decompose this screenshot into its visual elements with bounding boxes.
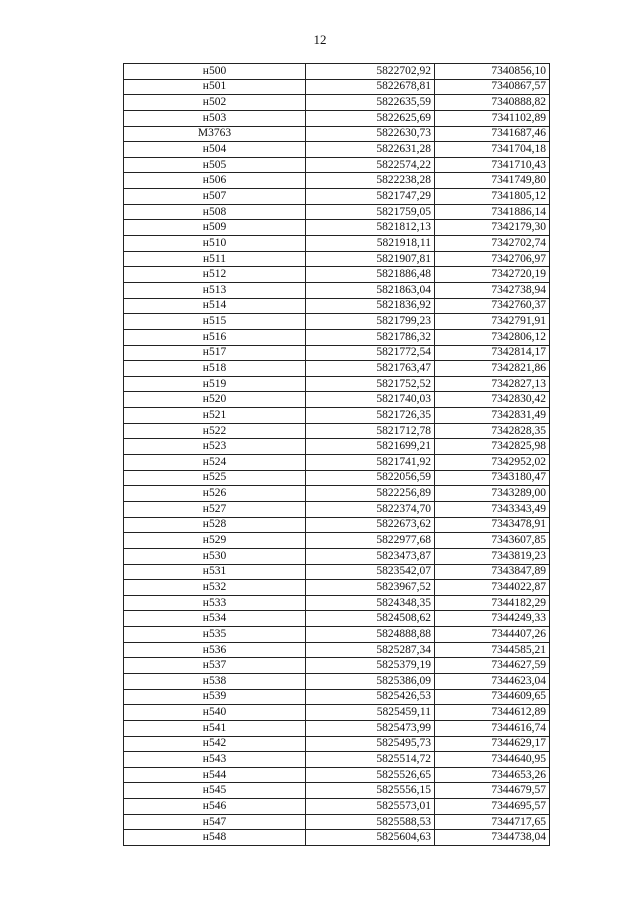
- point-id-cell: н530: [124, 548, 306, 564]
- point-id-cell: н523: [124, 439, 306, 455]
- y-coordinate-cell: 7343478,91: [435, 517, 550, 533]
- x-coordinate-cell: 5821836,92: [306, 298, 435, 314]
- y-coordinate-cell: 7344738,04: [435, 830, 550, 846]
- point-id-cell: н513: [124, 282, 306, 298]
- table-row: [124, 517, 550, 533]
- table-row: [124, 705, 550, 721]
- x-coordinate-cell: 5822631,28: [306, 142, 435, 158]
- x-coordinate-cell: 5825287,34: [306, 642, 435, 658]
- x-coordinate-cell: 5821726,35: [306, 408, 435, 424]
- table-row: [124, 282, 550, 298]
- table-row: [124, 345, 550, 361]
- x-coordinate-cell: 5822702,92: [306, 64, 435, 80]
- table-row: [124, 658, 550, 674]
- y-coordinate-cell: 7344249,33: [435, 611, 550, 627]
- x-coordinate-cell: 5825514,72: [306, 752, 435, 768]
- table-row: [124, 752, 550, 768]
- point-id-cell: н512: [124, 267, 306, 283]
- point-id-cell: н533: [124, 595, 306, 611]
- table-row: [124, 173, 550, 189]
- y-coordinate-cell: 7343180,47: [435, 470, 550, 486]
- x-coordinate-cell: 5825426,53: [306, 689, 435, 705]
- point-id-cell: н522: [124, 423, 306, 439]
- x-coordinate-cell: 5825495,73: [306, 736, 435, 752]
- table-row: [124, 548, 550, 564]
- table-row: [124, 642, 550, 658]
- point-id-cell: н528: [124, 517, 306, 533]
- point-id-cell: н501: [124, 79, 306, 95]
- y-coordinate-cell: 7343819,23: [435, 548, 550, 564]
- point-id-cell: н502: [124, 95, 306, 111]
- point-id-cell: н510: [124, 236, 306, 252]
- table-row: [124, 627, 550, 643]
- y-coordinate-cell: 7342814,17: [435, 345, 550, 361]
- y-coordinate-cell: 7342952,02: [435, 455, 550, 471]
- table-row: [124, 361, 550, 377]
- table-row: [124, 64, 550, 80]
- y-coordinate-cell: 7341886,14: [435, 204, 550, 220]
- point-id-cell: н509: [124, 220, 306, 236]
- y-coordinate-cell: 7342791,91: [435, 314, 550, 330]
- table-row: [124, 95, 550, 111]
- x-coordinate-cell: 5821772,54: [306, 345, 435, 361]
- table-row: [124, 611, 550, 627]
- y-coordinate-cell: 7343847,89: [435, 564, 550, 580]
- y-coordinate-cell: 7342827,13: [435, 376, 550, 392]
- x-coordinate-cell: 5821741,92: [306, 455, 435, 471]
- x-coordinate-cell: 5822374,70: [306, 501, 435, 517]
- x-coordinate-cell: 5825473,99: [306, 720, 435, 736]
- page-number: 12: [313, 32, 327, 47]
- x-coordinate-cell: 5825556,15: [306, 783, 435, 799]
- table-row: [124, 767, 550, 783]
- table-row: [124, 267, 550, 283]
- y-coordinate-cell: 7342702,74: [435, 236, 550, 252]
- x-coordinate-cell: 5821752,52: [306, 376, 435, 392]
- y-coordinate-cell: 7341687,46: [435, 126, 550, 142]
- coordinates-table-body: [124, 64, 550, 846]
- y-coordinate-cell: 7344182,29: [435, 595, 550, 611]
- y-coordinate-cell: 7341710,43: [435, 157, 550, 173]
- y-coordinate-cell: 7341704,18: [435, 142, 550, 158]
- table-row: [124, 736, 550, 752]
- point-id-cell: н527: [124, 501, 306, 517]
- point-id-cell: н535: [124, 627, 306, 643]
- y-coordinate-cell: 7344679,57: [435, 783, 550, 799]
- y-coordinate-cell: 7344717,65: [435, 814, 550, 830]
- point-id-cell: н511: [124, 251, 306, 267]
- x-coordinate-cell: 5821799,23: [306, 314, 435, 330]
- x-coordinate-cell: 5822678,81: [306, 79, 435, 95]
- x-coordinate-cell: 5824888,88: [306, 627, 435, 643]
- y-coordinate-cell: 7342806,12: [435, 329, 550, 345]
- point-id-cell: н542: [124, 736, 306, 752]
- table-row: [124, 580, 550, 596]
- y-coordinate-cell: 7342738,94: [435, 282, 550, 298]
- table-row: [124, 439, 550, 455]
- x-coordinate-cell: 5821918,11: [306, 236, 435, 252]
- y-coordinate-cell: 7344627,59: [435, 658, 550, 674]
- y-coordinate-cell: 7340888,82: [435, 95, 550, 111]
- x-coordinate-cell: 5821907,81: [306, 251, 435, 267]
- table-row: [124, 830, 550, 846]
- point-id-cell: н534: [124, 611, 306, 627]
- point-id-cell: н540: [124, 705, 306, 721]
- point-id-cell: н519: [124, 376, 306, 392]
- x-coordinate-cell: 5821863,04: [306, 282, 435, 298]
- point-id-cell: н504: [124, 142, 306, 158]
- y-coordinate-cell: 7340867,57: [435, 79, 550, 95]
- point-id-cell: н506: [124, 173, 306, 189]
- x-coordinate-cell: 5822056,59: [306, 470, 435, 486]
- x-coordinate-cell: 5822574,22: [306, 157, 435, 173]
- point-id-cell: н531: [124, 564, 306, 580]
- table-row: [124, 110, 550, 126]
- y-coordinate-cell: 7341749,80: [435, 173, 550, 189]
- y-coordinate-cell: 7342830,42: [435, 392, 550, 408]
- x-coordinate-cell: 5825526,65: [306, 767, 435, 783]
- table-row: [124, 142, 550, 158]
- x-coordinate-cell: 5825386,09: [306, 673, 435, 689]
- y-coordinate-cell: 7344629,17: [435, 736, 550, 752]
- x-coordinate-cell: 5825573,01: [306, 799, 435, 815]
- table-row: [124, 814, 550, 830]
- y-coordinate-cell: 7344653,26: [435, 767, 550, 783]
- table-row: [124, 298, 550, 314]
- point-id-cell: М3763: [124, 126, 306, 142]
- point-id-cell: н536: [124, 642, 306, 658]
- point-id-cell: н500: [124, 64, 306, 80]
- point-id-cell: н518: [124, 361, 306, 377]
- y-coordinate-cell: 7341102,89: [435, 110, 550, 126]
- y-coordinate-cell: 7344612,89: [435, 705, 550, 721]
- table-row: [124, 423, 550, 439]
- table-row: [124, 720, 550, 736]
- y-coordinate-cell: 7343289,00: [435, 486, 550, 502]
- y-coordinate-cell: 7342760,37: [435, 298, 550, 314]
- point-id-cell: н532: [124, 580, 306, 596]
- table-row: [124, 595, 550, 611]
- point-id-cell: н529: [124, 533, 306, 549]
- table-row: [124, 799, 550, 815]
- x-coordinate-cell: 5822673,62: [306, 517, 435, 533]
- point-id-cell: н508: [124, 204, 306, 220]
- point-id-cell: н539: [124, 689, 306, 705]
- point-id-cell: н538: [124, 673, 306, 689]
- point-id-cell: н514: [124, 298, 306, 314]
- y-coordinate-cell: 7342821,86: [435, 361, 550, 377]
- table-row: [124, 236, 550, 252]
- x-coordinate-cell: 5825379,19: [306, 658, 435, 674]
- table-row: [124, 408, 550, 424]
- x-coordinate-cell: 5821759,05: [306, 204, 435, 220]
- point-id-cell: н526: [124, 486, 306, 502]
- x-coordinate-cell: 5823542,07: [306, 564, 435, 580]
- point-id-cell: н516: [124, 329, 306, 345]
- y-coordinate-cell: 7342831,49: [435, 408, 550, 424]
- table-row: [124, 564, 550, 580]
- x-coordinate-cell: 5824508,62: [306, 611, 435, 627]
- y-coordinate-cell: 7344022,87: [435, 580, 550, 596]
- table-row: [124, 314, 550, 330]
- table-row: [124, 501, 550, 517]
- point-id-cell: н520: [124, 392, 306, 408]
- y-coordinate-cell: 7342179,30: [435, 220, 550, 236]
- table-row: [124, 470, 550, 486]
- point-id-cell: н544: [124, 767, 306, 783]
- y-coordinate-cell: 7342706,97: [435, 251, 550, 267]
- table-row: [124, 157, 550, 173]
- x-coordinate-cell: 5823967,52: [306, 580, 435, 596]
- x-coordinate-cell: 5825604,63: [306, 830, 435, 846]
- y-coordinate-cell: 7340856,10: [435, 64, 550, 80]
- table-row: [124, 455, 550, 471]
- table-row: [124, 533, 550, 549]
- x-coordinate-cell: 5821763,47: [306, 361, 435, 377]
- y-coordinate-cell: 7344623,04: [435, 673, 550, 689]
- y-coordinate-cell: 7342825,98: [435, 439, 550, 455]
- x-coordinate-cell: 5822238,28: [306, 173, 435, 189]
- point-id-cell: н505: [124, 157, 306, 173]
- y-coordinate-cell: 7343607,85: [435, 533, 550, 549]
- x-coordinate-cell: 5822625,69: [306, 110, 435, 126]
- table-row: [124, 126, 550, 142]
- y-coordinate-cell: 7344407,26: [435, 627, 550, 643]
- table-row: [124, 220, 550, 236]
- table-row: [124, 251, 550, 267]
- point-id-cell: н503: [124, 110, 306, 126]
- table-row: [124, 486, 550, 502]
- table-row: [124, 376, 550, 392]
- x-coordinate-cell: 5825588,53: [306, 814, 435, 830]
- point-id-cell: н517: [124, 345, 306, 361]
- x-coordinate-cell: 5825459,11: [306, 705, 435, 721]
- x-coordinate-cell: 5822977,68: [306, 533, 435, 549]
- x-coordinate-cell: 5821712,78: [306, 423, 435, 439]
- x-coordinate-cell: 5821740,03: [306, 392, 435, 408]
- y-coordinate-cell: 7344695,57: [435, 799, 550, 815]
- point-id-cell: н548: [124, 830, 306, 846]
- point-id-cell: н524: [124, 455, 306, 471]
- point-id-cell: н545: [124, 783, 306, 799]
- y-coordinate-cell: 7342828,35: [435, 423, 550, 439]
- y-coordinate-cell: 7344609,65: [435, 689, 550, 705]
- point-id-cell: н521: [124, 408, 306, 424]
- point-id-cell: н515: [124, 314, 306, 330]
- coordinates-table: [123, 63, 550, 846]
- x-coordinate-cell: 5821786,32: [306, 329, 435, 345]
- x-coordinate-cell: 5824348,35: [306, 595, 435, 611]
- x-coordinate-cell: 5822256,89: [306, 486, 435, 502]
- y-coordinate-cell: 7343343,49: [435, 501, 550, 517]
- point-id-cell: н507: [124, 189, 306, 205]
- point-id-cell: н525: [124, 470, 306, 486]
- y-coordinate-cell: 7341805,12: [435, 189, 550, 205]
- table-row: [124, 204, 550, 220]
- table-row: [124, 392, 550, 408]
- x-coordinate-cell: 5821886,48: [306, 267, 435, 283]
- y-coordinate-cell: 7342720,19: [435, 267, 550, 283]
- table-row: [124, 673, 550, 689]
- x-coordinate-cell: 5821747,29: [306, 189, 435, 205]
- point-id-cell: н537: [124, 658, 306, 674]
- table-row: [124, 189, 550, 205]
- table-row: [124, 329, 550, 345]
- point-id-cell: н546: [124, 799, 306, 815]
- point-id-cell: н541: [124, 720, 306, 736]
- y-coordinate-cell: 7344616,74: [435, 720, 550, 736]
- x-coordinate-cell: 5822630,73: [306, 126, 435, 142]
- point-id-cell: н547: [124, 814, 306, 830]
- x-coordinate-cell: 5821812,13: [306, 220, 435, 236]
- x-coordinate-cell: 5821699,21: [306, 439, 435, 455]
- table-row: [124, 689, 550, 705]
- y-coordinate-cell: 7344640,95: [435, 752, 550, 768]
- point-id-cell: н543: [124, 752, 306, 768]
- table-row: [124, 783, 550, 799]
- x-coordinate-cell: 5822635,59: [306, 95, 435, 111]
- y-coordinate-cell: 7344585,21: [435, 642, 550, 658]
- table-row: [124, 79, 550, 95]
- x-coordinate-cell: 5823473,87: [306, 548, 435, 564]
